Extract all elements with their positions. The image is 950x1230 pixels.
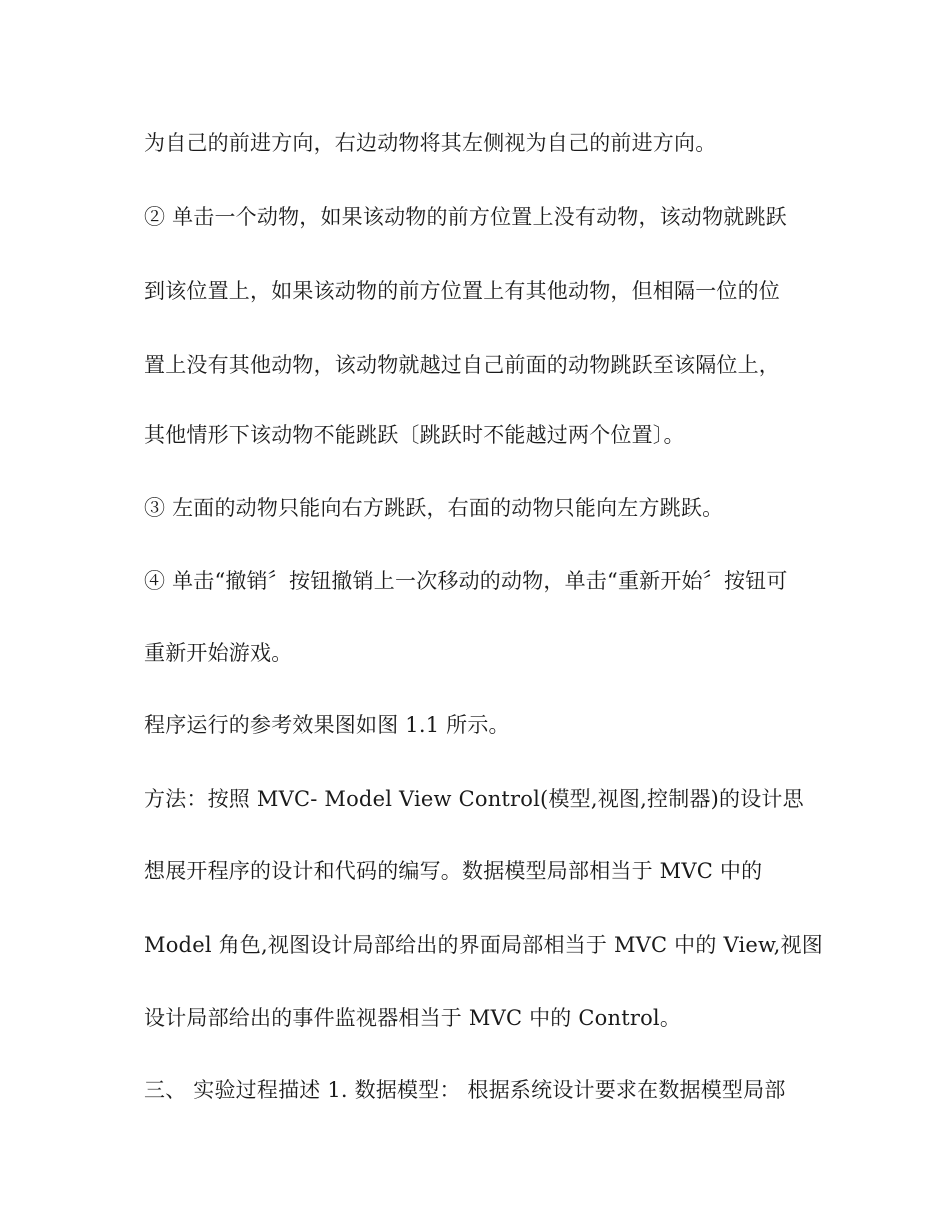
text-line: 重新开始游戏。 [144, 641, 293, 665]
text-line: 方法：按照 MVC- Model View Control(模型,视图,控制器)的设计思 [144, 787, 804, 811]
text-line: 到该位置上，如果该动物的前方位置上有其他动物，但相隔一位的位 [144, 279, 780, 303]
text-line: 其他情形下该动物不能跳跃〔跳跃时不能越过两个位置〕。 [144, 423, 685, 447]
text-line: ② 单击一个动物，如果该动物的前方位置上没有动物，该动物就跳跃 [144, 205, 787, 229]
text-line: 程序运行的参考效果图如图 1.1 所示。 [144, 713, 510, 737]
text-line: 三、 实验过程描述 1. 数据模型： 根据系统设计要求在数据模型局部 [144, 1078, 786, 1102]
text-line: 置上没有其他动物，该动物就越过自己前面的动物跳跃至该隔位上， [144, 353, 780, 377]
text-line: ④ 单击“撤销〞按钮撤销上一次移动的动物，单击“重新开始〞按钮可 [144, 569, 788, 593]
text-line: Model 角色,视图设计局部给出的界面局部相当于 MVC 中的 View,视图 [144, 933, 823, 957]
text-line: 设计局部给出的事件监视器相当于 MVC 中的 Control。 [144, 1006, 682, 1030]
text-line: ③ 左面的动物只能向右方跳跃，右面的动物只能向左方跳跃。 [144, 496, 724, 520]
text-line: 想展开程序的设计和代码的编写。数据模型局部相当于 MVC 中的 [144, 859, 763, 883]
text-line: 为自己的前进方向，右边动物将其左侧视为自己的前进方向。 [144, 131, 717, 155]
